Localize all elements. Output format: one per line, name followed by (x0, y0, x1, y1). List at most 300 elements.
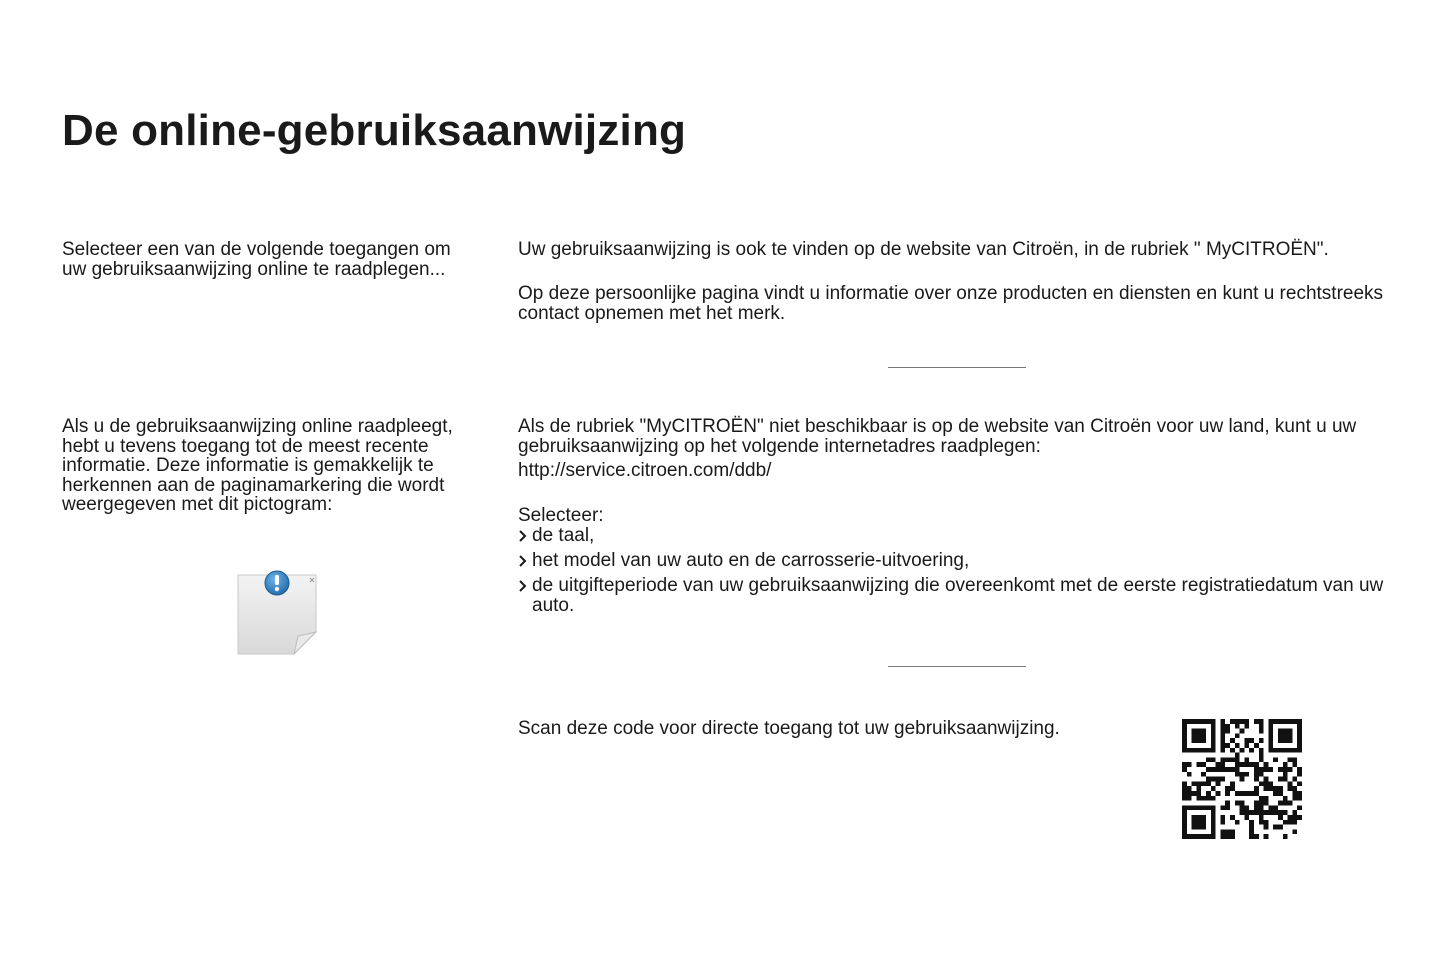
qr-module (1292, 796, 1297, 801)
qr-module (1235, 767, 1240, 772)
qr-module (1230, 719, 1235, 724)
qr-module (1244, 805, 1249, 810)
qr-module (1292, 810, 1297, 815)
qr-module (1187, 786, 1192, 791)
qr-module (1196, 815, 1201, 820)
qr-module (1244, 743, 1249, 748)
qr-module (1225, 791, 1230, 796)
qr-module (1278, 767, 1283, 772)
page-title: De online-gebruiksaanwijzing (62, 106, 687, 155)
qr-module (1182, 762, 1187, 767)
qr-module (1259, 753, 1264, 758)
qr-module (1254, 786, 1259, 791)
qr-module (1264, 767, 1269, 772)
qr-module (1278, 748, 1283, 753)
qr-module (1268, 781, 1273, 786)
qr-module (1240, 801, 1245, 806)
qr-module (1254, 777, 1259, 782)
qr-module (1240, 719, 1245, 724)
qr-module (1259, 772, 1264, 777)
qr-module (1278, 738, 1283, 743)
qr-module (1240, 810, 1245, 815)
qr-module (1201, 738, 1206, 743)
qr-module (1283, 733, 1288, 738)
qr-module (1292, 815, 1297, 820)
qr-module (1297, 781, 1302, 786)
qr-module (1225, 724, 1230, 729)
qr-module (1268, 810, 1273, 815)
qr-module (1283, 834, 1288, 839)
qr-module (1196, 786, 1201, 791)
qr-module (1259, 781, 1264, 786)
qr-module (1196, 738, 1201, 743)
qr-module (1240, 748, 1245, 753)
qr-module (1283, 810, 1288, 815)
qr-module (1273, 719, 1278, 724)
qr-module (1264, 796, 1269, 801)
qr-module (1182, 743, 1187, 748)
qr-module (1187, 748, 1192, 753)
qr-module (1264, 781, 1269, 786)
qr-module (1196, 820, 1201, 825)
qr-module (1192, 834, 1197, 839)
qr-module (1235, 733, 1240, 738)
qr-module (1288, 757, 1293, 762)
qr-module (1187, 772, 1192, 777)
qr-module (1192, 805, 1197, 810)
qr-module (1220, 748, 1225, 753)
qr-module (1292, 777, 1297, 782)
qr-module (1283, 729, 1288, 734)
qr-module (1254, 810, 1259, 815)
qr-module (1225, 767, 1230, 772)
qr-module (1278, 733, 1283, 738)
qr-module (1254, 805, 1259, 810)
qr-module (1196, 825, 1201, 830)
qr-module (1216, 791, 1221, 796)
qr-module (1268, 805, 1273, 810)
qr-module (1297, 724, 1302, 729)
qr-module (1182, 805, 1187, 810)
qr-module (1196, 796, 1201, 801)
qr-module (1187, 834, 1192, 839)
chevron-right-icon (518, 554, 528, 568)
qr-module (1220, 829, 1225, 834)
fallback-text: Als de rubriek "MyCITROËN" niet beschikbaar is op de website van Citroën voor uw land, kunt u uw gebruiksaanwijzing op het volgende internetadres raadplegen: (518, 416, 1357, 457)
qr-module (1211, 834, 1216, 839)
qr-module (1268, 719, 1273, 724)
qr-module (1211, 820, 1216, 825)
qr-module (1230, 786, 1235, 791)
qr-module (1259, 820, 1264, 825)
qr-module (1254, 719, 1259, 724)
qr-module (1192, 815, 1197, 820)
qr-module (1182, 834, 1187, 839)
qr-module (1278, 825, 1283, 830)
qr-module (1244, 810, 1249, 815)
qr-module (1211, 738, 1216, 743)
qr-module (1196, 762, 1201, 767)
qr-module (1206, 791, 1211, 796)
qr-module (1254, 791, 1259, 796)
qr-module (1244, 762, 1249, 767)
qr-module (1182, 724, 1187, 729)
list-item-text: het model van uw auto en de carrosserie-uitvoering, (532, 550, 970, 571)
qr-module (1225, 829, 1230, 834)
list-item (518, 526, 1398, 546)
qr-module (1201, 762, 1206, 767)
qr-module (1235, 762, 1240, 767)
qr-module (1201, 729, 1206, 734)
qr-module (1211, 810, 1216, 815)
qr-module (1225, 757, 1230, 762)
page-marker-info-icon (236, 568, 320, 658)
qr-module (1182, 820, 1187, 825)
qr-module (1201, 805, 1206, 810)
qr-module (1283, 796, 1288, 801)
qr-module (1249, 810, 1254, 815)
qr-module (1211, 729, 1216, 734)
qr-module (1292, 820, 1297, 825)
qr-module (1235, 743, 1240, 748)
qr-module (1278, 729, 1283, 734)
qr-module (1230, 767, 1235, 772)
qr-module (1230, 781, 1235, 786)
qr-module (1192, 748, 1197, 753)
qr-module (1206, 719, 1211, 724)
qr-module (1201, 781, 1206, 786)
qr-module (1264, 810, 1269, 815)
qr-module (1292, 762, 1297, 767)
qr-module (1288, 786, 1293, 791)
qr-module (1259, 805, 1264, 810)
qr-module (1235, 801, 1240, 806)
qr-module (1211, 743, 1216, 748)
qr-module (1244, 815, 1249, 820)
qr-module (1220, 762, 1225, 767)
qr-module (1220, 834, 1225, 839)
list-item-text: de taal, (532, 525, 595, 546)
qr-module (1211, 805, 1216, 810)
qr-module (1249, 738, 1254, 743)
qr-module (1196, 748, 1201, 753)
qr-module (1240, 805, 1245, 810)
qr-module (1187, 762, 1192, 767)
qr-module (1187, 805, 1192, 810)
qr-module (1220, 724, 1225, 729)
qr-module (1196, 781, 1201, 786)
qr-module (1268, 767, 1273, 772)
qr-module (1225, 801, 1230, 806)
qr-module (1268, 724, 1273, 729)
qr-module (1273, 805, 1278, 810)
qr-module (1201, 825, 1206, 830)
qr-module (1201, 815, 1206, 820)
qr-module (1264, 786, 1269, 791)
qr-module (1297, 772, 1302, 777)
qr-module (1244, 772, 1249, 777)
qr-module (1216, 777, 1221, 782)
qr-module (1254, 834, 1259, 839)
qr-module (1240, 772, 1245, 777)
qr-module (1211, 786, 1216, 791)
qr-module (1211, 748, 1216, 753)
qr-module (1264, 777, 1269, 782)
qr-module (1230, 815, 1235, 820)
qr-module (1288, 733, 1293, 738)
qr-module (1283, 767, 1288, 772)
qr-module (1240, 762, 1245, 767)
qr-module (1297, 733, 1302, 738)
qr-module (1182, 733, 1187, 738)
qr-module (1211, 733, 1216, 738)
qr-module (1268, 786, 1273, 791)
qr-module (1196, 729, 1201, 734)
qr-module (1196, 834, 1201, 839)
qr-module (1220, 767, 1225, 772)
qr-module (1220, 777, 1225, 782)
qr-module (1292, 719, 1297, 724)
qr-module (1259, 719, 1264, 724)
chevron-right-icon (518, 529, 528, 543)
qr-module (1297, 743, 1302, 748)
qr-module (1206, 757, 1211, 762)
qr-module (1288, 729, 1293, 734)
qr-module (1196, 719, 1201, 724)
qr-module (1278, 791, 1283, 796)
qr-module (1254, 767, 1259, 772)
qr-module (1225, 805, 1230, 810)
list-item (518, 576, 1398, 615)
qr-module (1292, 757, 1297, 762)
qr-module (1182, 825, 1187, 830)
qr-module (1264, 801, 1269, 806)
qr-module (1240, 777, 1245, 782)
qr-module (1244, 791, 1249, 796)
qr-module (1235, 724, 1240, 729)
qr-module (1283, 820, 1288, 825)
qr-module (1211, 757, 1216, 762)
qr-module (1259, 810, 1264, 815)
qr-module (1244, 719, 1249, 724)
qr-module (1240, 791, 1245, 796)
list-item (518, 551, 1398, 571)
qr-module (1283, 762, 1288, 767)
qr-module (1206, 781, 1211, 786)
qr-module (1235, 791, 1240, 796)
qr-module (1201, 796, 1206, 801)
qr-module (1206, 748, 1211, 753)
section-divider (888, 367, 1026, 368)
qr-module (1273, 786, 1278, 791)
qr-module (1268, 743, 1273, 748)
qr-module (1182, 796, 1187, 801)
qr-module (1211, 829, 1216, 834)
intro-text: Selecteer een van de volgende toegangen om uw gebruiksaanwijzing online te raadplegen... (62, 239, 451, 280)
qr-module (1273, 748, 1278, 753)
qr-code[interactable] (1182, 719, 1302, 839)
qr-module (1288, 767, 1293, 772)
qr-module (1211, 767, 1216, 772)
qr-module (1278, 777, 1283, 782)
qr-module (1220, 738, 1225, 743)
qr-module (1244, 738, 1249, 743)
qr-module (1249, 762, 1254, 767)
qr-module (1192, 719, 1197, 724)
qr-module (1192, 820, 1197, 825)
qr-module (1278, 786, 1283, 791)
qr-module (1220, 733, 1225, 738)
qr-module (1182, 729, 1187, 734)
qr-module (1297, 748, 1302, 753)
qr-module (1225, 786, 1230, 791)
qr-module (1297, 796, 1302, 801)
qr-module (1264, 825, 1269, 830)
qr-module (1283, 772, 1288, 777)
qr-module (1288, 748, 1293, 753)
qr-module (1259, 738, 1264, 743)
qr-module (1292, 748, 1297, 753)
qr-module (1196, 733, 1201, 738)
qr-module (1230, 829, 1235, 834)
qr-module (1230, 748, 1235, 753)
qr-module (1206, 767, 1211, 772)
qr-module (1297, 815, 1302, 820)
qr-module (1249, 829, 1254, 834)
qr-module (1201, 772, 1206, 777)
qr-module (1297, 719, 1302, 724)
qr-module (1182, 781, 1187, 786)
qr-module (1288, 801, 1293, 806)
qr-module (1220, 719, 1225, 724)
qr-module (1201, 748, 1206, 753)
qr-module (1235, 757, 1240, 762)
list-item-text: de uitgifteperiode van uw gebruiksaanwijzing die overeenkomt met de eerste registratiedatum van uw auto. (532, 575, 1384, 616)
qr-module (1206, 796, 1211, 801)
qr-module (1187, 719, 1192, 724)
qr-module (1273, 791, 1278, 796)
qr-module (1254, 762, 1259, 767)
qr-module (1283, 777, 1288, 782)
qr-module (1288, 719, 1293, 724)
qr-module (1211, 719, 1216, 724)
qr-module (1225, 743, 1230, 748)
qr-module (1206, 805, 1211, 810)
qr-module (1187, 791, 1192, 796)
qr-module (1292, 791, 1297, 796)
qr-module (1283, 719, 1288, 724)
qr-module (1192, 733, 1197, 738)
qr-module (1196, 791, 1201, 796)
qr-module (1249, 825, 1254, 830)
qr-module (1297, 729, 1302, 734)
select-label: Selecteer: (518, 505, 604, 526)
qr-module (1230, 738, 1235, 743)
qr-module (1225, 729, 1230, 734)
qr-module (1273, 825, 1278, 830)
qr-module (1264, 834, 1269, 839)
qr-module (1268, 748, 1273, 753)
qr-module (1249, 748, 1254, 753)
qr-module (1268, 729, 1273, 734)
qr-module (1211, 815, 1216, 820)
qr-module (1268, 733, 1273, 738)
qr-module (1288, 781, 1293, 786)
qr-module (1292, 786, 1297, 791)
qr-module (1254, 743, 1259, 748)
qr-module (1220, 820, 1225, 825)
qr-module (1278, 810, 1283, 815)
qr-module (1192, 781, 1197, 786)
qr-module (1201, 834, 1206, 839)
qr-module (1254, 772, 1259, 777)
qr-module (1182, 815, 1187, 820)
qr-module (1288, 738, 1293, 743)
qr-module (1297, 738, 1302, 743)
qr-module (1187, 796, 1192, 801)
qr-module (1216, 762, 1221, 767)
qr-module (1283, 748, 1288, 753)
qr-module (1273, 810, 1278, 815)
qr-module (1235, 820, 1240, 825)
qr-module (1278, 801, 1283, 806)
qr-module (1278, 719, 1283, 724)
chevron-right-icon (518, 579, 528, 593)
scan-text: Scan deze code voor directe toegang tot uw gebruiksaanwijzing. (518, 718, 1060, 739)
qr-module (1182, 810, 1187, 815)
qr-module (1230, 834, 1235, 839)
qr-module (1249, 834, 1254, 839)
qr-module (1244, 724, 1249, 729)
qr-module (1201, 820, 1206, 825)
qr-module (1182, 767, 1187, 772)
qr-module (1192, 791, 1197, 796)
qr-module (1211, 777, 1216, 782)
qr-module (1249, 791, 1254, 796)
qr-module (1259, 801, 1264, 806)
qr-module (1259, 729, 1264, 734)
qr-module (1201, 733, 1206, 738)
qr-module (1259, 748, 1264, 753)
service-url[interactable]: http://service.citroen.com/ddb/ (518, 460, 772, 481)
qr-module (1206, 834, 1211, 839)
qr-module (1211, 724, 1216, 729)
qr-module (1273, 757, 1278, 762)
qr-module (1259, 724, 1264, 729)
qr-module (1259, 815, 1264, 820)
qr-module (1192, 738, 1197, 743)
qr-module (1201, 719, 1206, 724)
qr-module (1220, 757, 1225, 762)
qr-module (1240, 729, 1245, 734)
qr-module (1206, 777, 1211, 782)
online-info-text: Als u de gebruiksaanwijzing online raadpleegt, hebt u tevens toegang tot de meest recente informatie. Deze informatie is gemakkelijk te herkennen aan de paginamarkering die wordt weergegeven met dit pictogram: (62, 416, 453, 515)
qr-module (1216, 767, 1221, 772)
qr-module (1211, 825, 1216, 830)
qr-module (1292, 829, 1297, 834)
qr-module (1182, 786, 1187, 791)
qr-module (1297, 767, 1302, 772)
qr-module (1288, 820, 1293, 825)
qr-module (1220, 729, 1225, 734)
qr-module (1254, 801, 1259, 806)
qr-module (1182, 719, 1187, 724)
qr-module (1235, 719, 1240, 724)
qr-module (1259, 767, 1264, 772)
select-list (518, 526, 1398, 621)
qr-module (1216, 781, 1221, 786)
qr-module (1283, 801, 1288, 806)
